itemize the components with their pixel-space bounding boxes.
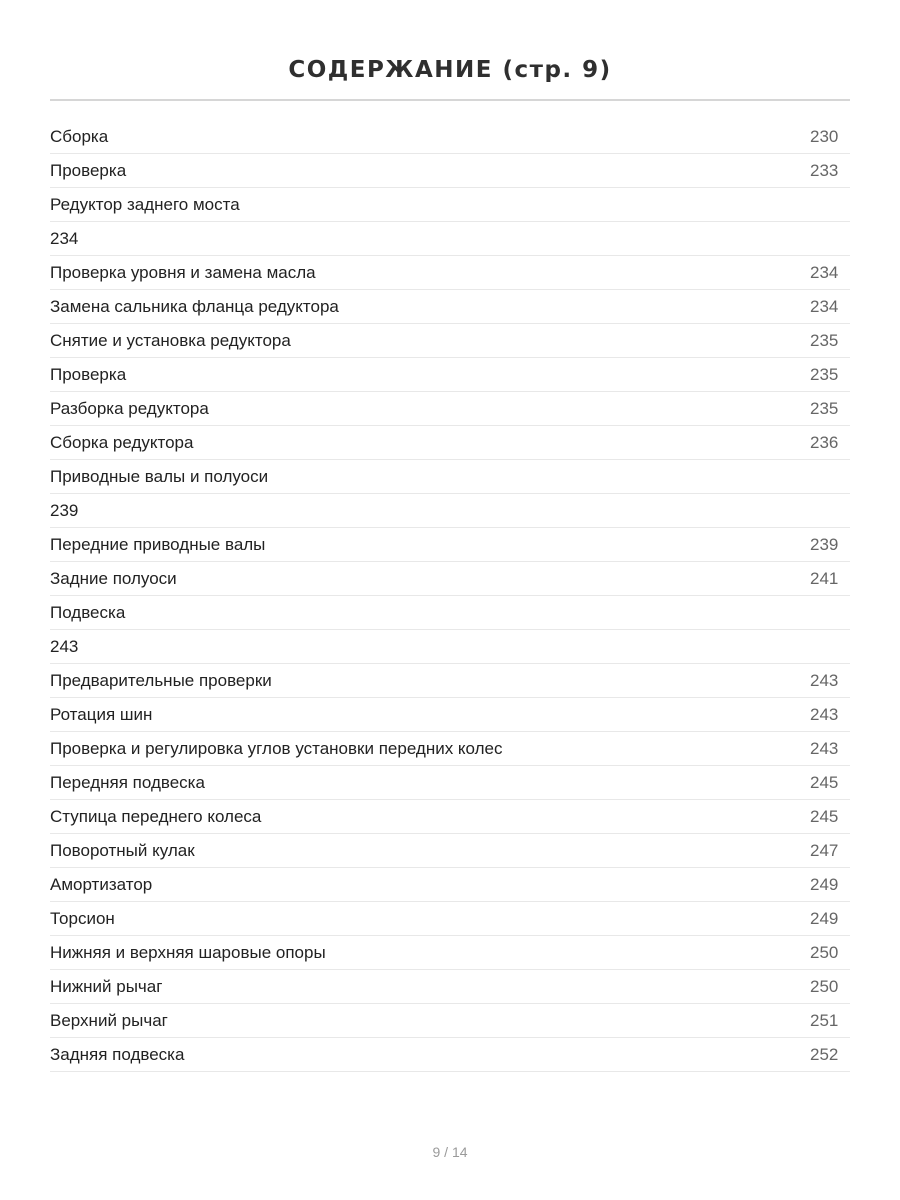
toc-entry-page: 250 [810, 942, 839, 962]
toc-entry-label: Амортизатор [50, 874, 153, 894]
toc-entry-label: Разборка редуктора [50, 398, 209, 418]
toc-entry-label: Сборка редуктора [50, 432, 194, 452]
toc-entry-label: Нижняя и верхняя шаровые опоры [50, 942, 326, 962]
toc-entry-label: Передние приводные валы [50, 534, 266, 554]
toc-entry[interactable] [50, 120, 850, 154]
toc-entry-label: 243 [50, 636, 79, 656]
toc-entry[interactable] [50, 766, 850, 800]
toc-entry[interactable] [50, 324, 850, 358]
toc-entry[interactable] [50, 596, 850, 630]
toc-entry-page: 236 [810, 432, 839, 452]
toc-entry-label: Проверка [50, 160, 127, 180]
toc-entry[interactable] [50, 426, 850, 460]
toc-entry-page: 245 [810, 772, 839, 792]
toc-entry-page: 250 [810, 976, 839, 996]
toc-entry[interactable] [50, 358, 850, 392]
toc-entry[interactable] [50, 970, 850, 1004]
toc-entry[interactable] [50, 834, 850, 868]
toc-entry-label: Передняя подвеска [50, 772, 205, 792]
toc-entry-page: 241 [810, 568, 839, 588]
toc-entry-label: 234 [50, 228, 79, 248]
page-indicator: 9 / 14 [432, 1144, 468, 1160]
toc-entry[interactable] [50, 664, 850, 698]
toc-entry-page: 247 [810, 840, 839, 860]
toc-entry-label: Ступица переднего колеса [50, 806, 262, 826]
toc-entry-page: 243 [810, 704, 839, 724]
toc-entry-label: Проверка [50, 364, 127, 384]
toc-entry-page: 234 [810, 296, 839, 316]
toc-entry-label: Задние полуоси [50, 568, 177, 588]
toc-entry-label: Редуктор заднего моста [50, 194, 240, 214]
toc-entry[interactable] [50, 902, 850, 936]
toc-entry[interactable] [50, 936, 850, 970]
toc-entry-label: Сборка [50, 126, 109, 146]
toc-entry-label: Ротация шин [50, 704, 153, 724]
toc-entry-label: Проверка и регулировка углов установки передних колес [50, 738, 503, 758]
toc-entry[interactable] [50, 222, 850, 256]
toc-entry-label: Поворотный кулак [50, 840, 195, 860]
toc-entry[interactable] [50, 460, 850, 494]
toc-entry-page: 239 [810, 534, 839, 554]
toc-entry-page: 249 [810, 908, 839, 928]
toc-entry-page: 230 [810, 126, 839, 146]
toc-entry-label: Проверка уровня и замена масла [50, 262, 316, 282]
toc-entry[interactable] [50, 528, 850, 562]
toc-entry[interactable] [50, 256, 850, 290]
toc-entry-label: Снятие и установка редуктора [50, 330, 291, 350]
toc-entry-page: 233 [810, 160, 839, 180]
toc-entry[interactable] [50, 562, 850, 596]
toc-entry[interactable] [50, 868, 850, 902]
toc-entry-page: 252 [810, 1044, 839, 1064]
toc-entry-page: 251 [810, 1010, 839, 1030]
toc-entry-page: 234 [810, 262, 839, 282]
toc-entry-page: 235 [810, 364, 839, 384]
toc-entry-label: Задняя подвеска [50, 1044, 185, 1064]
toc-entry-label: Нижний рычаг [50, 976, 163, 996]
toc-entry-label: Подвеска [50, 602, 126, 622]
toc-entry-page: 235 [810, 330, 839, 350]
toc-entry[interactable] [50, 188, 850, 222]
toc-entry[interactable] [50, 698, 850, 732]
toc-entry[interactable] [50, 290, 850, 324]
toc-entry-page: 243 [810, 738, 839, 758]
title-divider [50, 99, 850, 101]
toc-entry-page: 235 [810, 398, 839, 418]
toc-entry[interactable] [50, 630, 850, 664]
toc-entry[interactable] [50, 154, 850, 188]
toc-entry[interactable] [50, 1004, 850, 1038]
toc-entry[interactable] [50, 494, 850, 528]
toc-entry[interactable] [50, 732, 850, 766]
toc-entry[interactable] [50, 1038, 850, 1072]
toc-entry-page: 245 [810, 806, 839, 826]
toc-entry[interactable] [50, 392, 850, 426]
toc-entry-page: 249 [810, 874, 839, 894]
toc-entry-label: Верхний рычаг [50, 1010, 168, 1030]
toc-entry-label: 239 [50, 500, 79, 520]
toc-entry-label: Предварительные проверки [50, 670, 272, 690]
toc-list [50, 120, 850, 1072]
toc-entry-label: Торсион [50, 908, 115, 928]
toc-entry-label: Приводные валы и полуоси [50, 466, 269, 486]
toc-entry-page: 243 [810, 670, 839, 690]
page-title: СОДЕРЖАНИЕ (стр. 9) [288, 57, 612, 84]
toc-entry[interactable] [50, 800, 850, 834]
toc-entry-label: Замена сальника фланца редуктора [50, 296, 339, 316]
